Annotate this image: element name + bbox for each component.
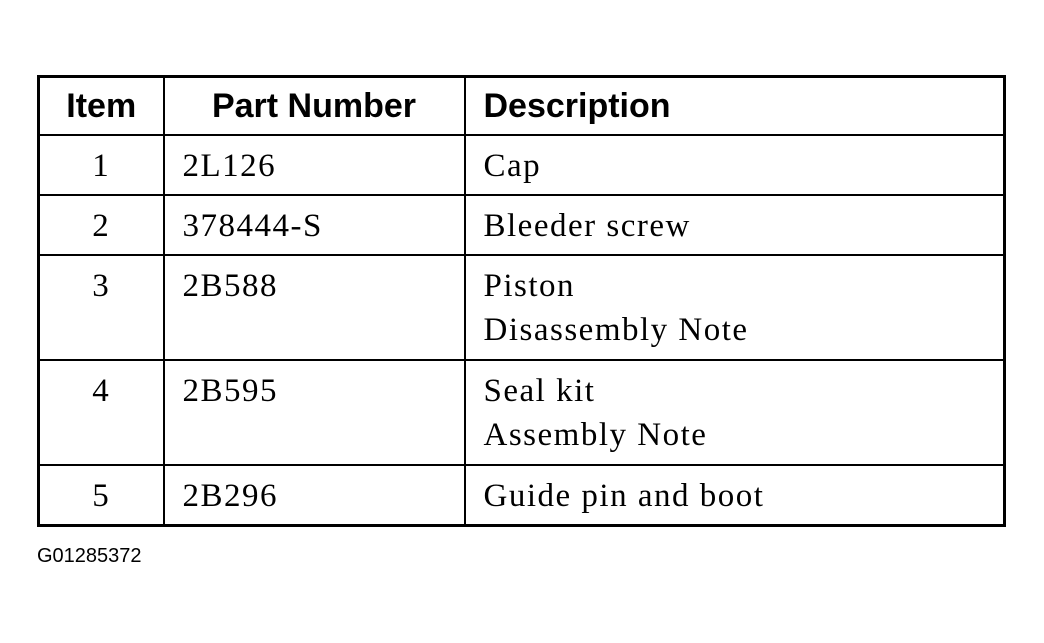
- figure-id: G01285372: [37, 545, 142, 567]
- part-number-cell: 2B296: [164, 465, 465, 526]
- table-row: [39, 195, 1005, 255]
- description-line: Cap: [483, 148, 542, 184]
- column-header-part-number: Part Number: [164, 77, 465, 136]
- assembly-note-link[interactable]: Assembly Note: [483, 417, 708, 453]
- part-number-cell: 2L126: [164, 135, 465, 195]
- part-number-cell: 378444-S: [164, 195, 465, 255]
- description-cell: [465, 135, 1005, 195]
- description-cell: [465, 465, 1005, 526]
- column-header-item: Item: [39, 77, 164, 136]
- table-row: [39, 465, 1005, 526]
- item-cell: 3: [39, 255, 164, 360]
- part-number-cell: 2B588: [164, 255, 465, 360]
- description-cell: [465, 195, 1005, 255]
- item-cell: 5: [39, 465, 164, 526]
- column-header-description: Description: [465, 77, 1005, 136]
- table-header-row: [39, 77, 1005, 136]
- table-row: [39, 360, 1005, 465]
- parts-table: [37, 75, 1006, 527]
- description-cell: [465, 360, 1005, 465]
- description-line: Piston: [483, 268, 576, 304]
- disassembly-note-link[interactable]: Disassembly Note: [483, 312, 749, 348]
- item-cell: 4: [39, 360, 164, 465]
- table-row: [39, 255, 1005, 360]
- item-cell: 1: [39, 135, 164, 195]
- item-cell: 2: [39, 195, 164, 255]
- description-line: Seal kit: [483, 373, 596, 409]
- description-line: Bleeder screw: [483, 208, 691, 244]
- description-cell: [465, 255, 1005, 360]
- part-number-cell: 2B595: [164, 360, 465, 465]
- table-row: [39, 135, 1005, 195]
- description-line: Guide pin and boot: [483, 478, 765, 514]
